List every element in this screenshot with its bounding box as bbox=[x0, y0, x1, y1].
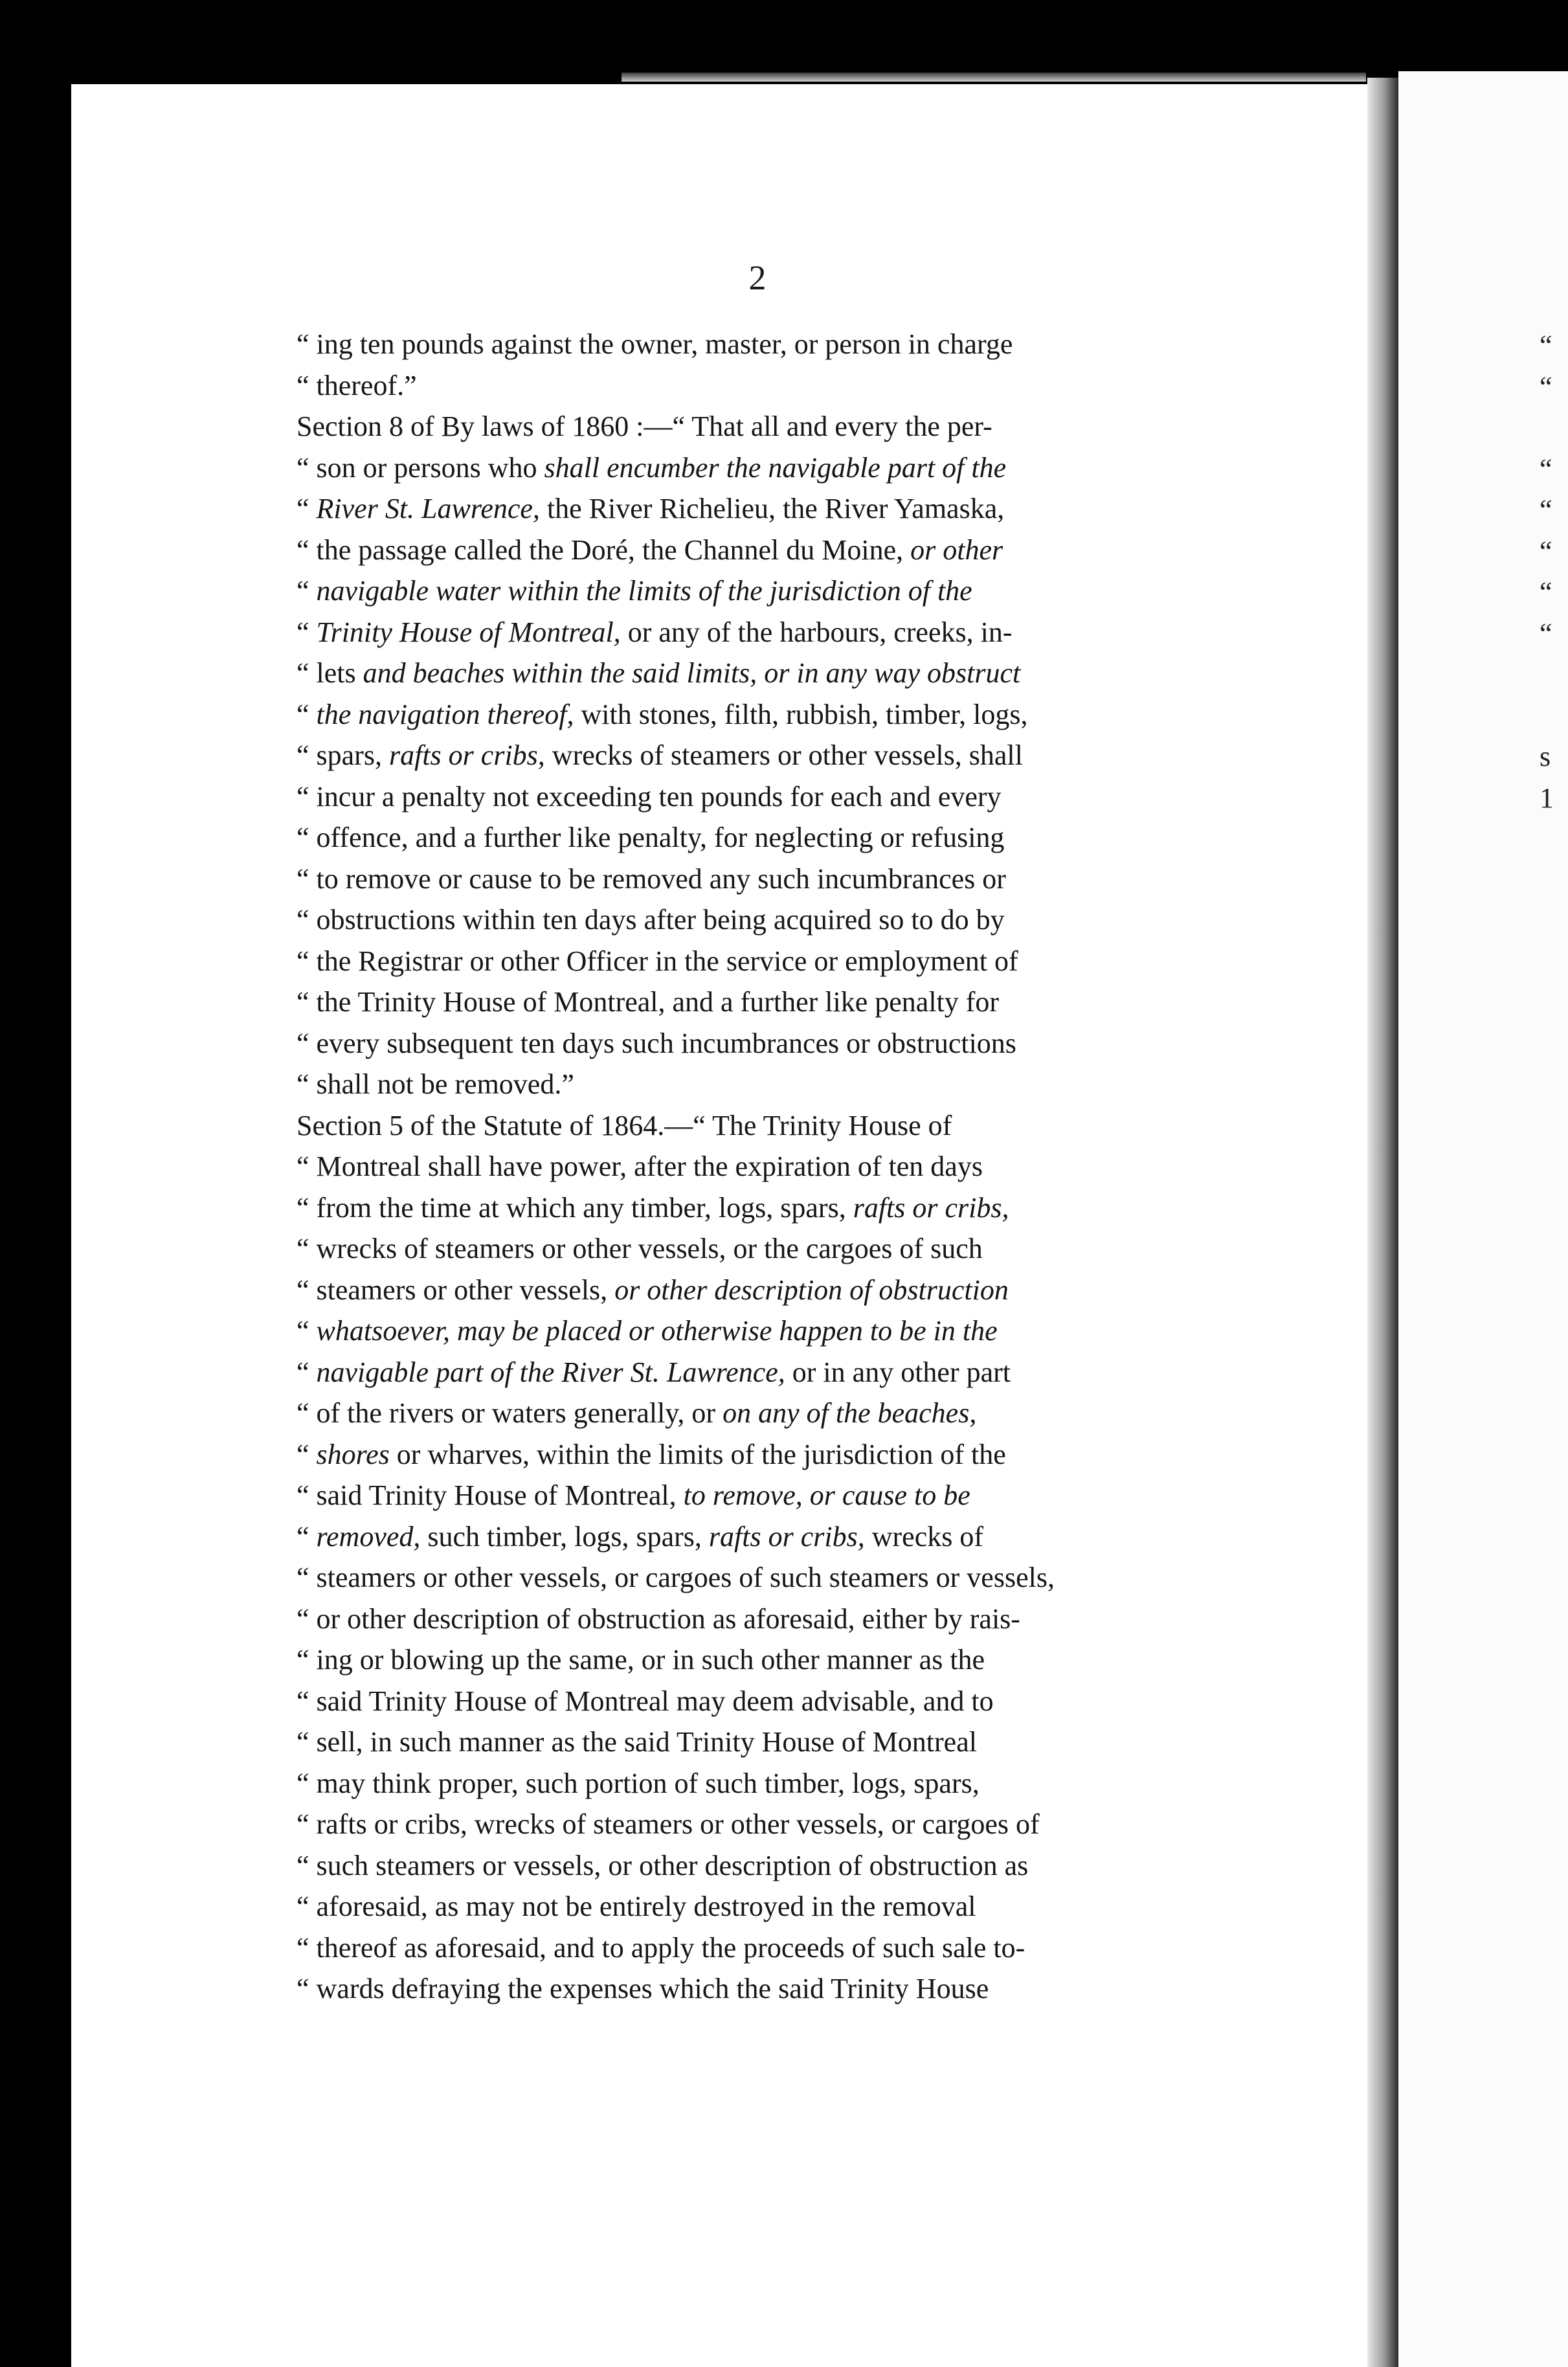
text-line bbox=[297, 1927, 1213, 1969]
right-page-fragment: “ bbox=[1540, 330, 1552, 361]
text-segment: “ lets bbox=[297, 657, 363, 689]
text-segment: “ from the time at which any timber, logs, spars, bbox=[297, 1191, 853, 1224]
text-segment: “ Montreal shall have power, after the expiration of ten days bbox=[297, 1150, 983, 1182]
italic-text: removed, bbox=[316, 1520, 421, 1553]
right-page-fragment: “ bbox=[1540, 453, 1552, 485]
text-line bbox=[297, 858, 1213, 900]
text-segment: “ to remove or cause to be removed any such incumbrances or bbox=[297, 862, 1006, 895]
right-page-fragment: “ bbox=[1540, 535, 1552, 567]
text-segment: “ spars, bbox=[297, 739, 389, 771]
right-page-fragment: “ bbox=[1540, 576, 1552, 608]
text-line bbox=[297, 1393, 1213, 1434]
text-segment: “ bbox=[297, 616, 317, 648]
text-segment: “ shall not be removed.” bbox=[297, 1068, 574, 1100]
text-segment: Section 8 of By laws of 1860 :—“ That all and every the per- bbox=[297, 410, 992, 442]
text-line bbox=[297, 1845, 1213, 1887]
text-segment: or wharves, within the limits of the jurisdiction of the bbox=[389, 1438, 1006, 1470]
text-segment: wrecks of steamers or other vessels, shall bbox=[544, 739, 1023, 771]
text-segment: “ bbox=[297, 1315, 317, 1347]
text-line bbox=[297, 1681, 1213, 1722]
text-line bbox=[297, 1599, 1213, 1640]
text-segment: “ sell, in such manner as the said Trinity House of Montreal bbox=[297, 1726, 977, 1758]
text-line bbox=[297, 982, 1213, 1023]
italic-text: navigable water within the limits of the jurisdiction of the bbox=[316, 575, 972, 607]
page-number: 2 bbox=[748, 258, 767, 297]
text-segment: “ bbox=[297, 1356, 317, 1388]
text-line bbox=[297, 1352, 1213, 1393]
italic-text: shall encumber the navigable part of the bbox=[544, 451, 1007, 484]
right-page-fragment: “ bbox=[1540, 370, 1552, 403]
page-top-edge bbox=[622, 73, 1366, 82]
text-segment: “ thereof as aforesaid, and to apply the proceeds of such sale to- bbox=[297, 1931, 1025, 1964]
text-segment: such timber, logs, spars, bbox=[420, 1520, 709, 1553]
text-line bbox=[297, 1187, 1213, 1229]
text-line bbox=[297, 1270, 1213, 1311]
text-segment: “ ing ten pounds against the owner, master, or person in charge bbox=[297, 328, 1013, 360]
text-segment: “ bbox=[297, 1438, 317, 1470]
text-line bbox=[297, 1310, 1213, 1352]
text-line bbox=[297, 365, 1213, 407]
text-line bbox=[297, 1763, 1213, 1804]
text-segment: with stones, filth, rubbish, timber, logs, bbox=[574, 698, 1028, 730]
right-page-fragment: 1 bbox=[1540, 781, 1554, 814]
text-segment: “ or other description of obstruction as aforesaid, either by rais- bbox=[297, 1602, 1020, 1635]
text-line bbox=[297, 1639, 1213, 1681]
italic-text: or other bbox=[910, 533, 1003, 566]
text-segment: “ bbox=[297, 575, 317, 607]
text-segment: “ aforesaid, as may not be entirely destroyed in the removal bbox=[297, 1890, 976, 1922]
text-segment: the River Richelieu, the River Yamaska, bbox=[539, 493, 1005, 524]
text-line bbox=[297, 694, 1213, 735]
text-segment: “ offence, and a further like penalty, for neglecting or refusing bbox=[297, 822, 1005, 853]
italic-text: whatsoever, may be placed or otherwise happen to be in the bbox=[316, 1315, 998, 1347]
text-line bbox=[297, 653, 1213, 694]
text-segment: “ may think proper, such portion of such timber, logs, spars, bbox=[297, 1767, 980, 1799]
right-page-fragment: “ bbox=[1540, 617, 1552, 649]
text-line bbox=[297, 735, 1213, 776]
text-line bbox=[297, 1105, 1213, 1147]
text-segment: “ the passage called the Doré, the Channel du Moine, bbox=[297, 533, 911, 566]
text-line bbox=[297, 941, 1213, 982]
text-line bbox=[297, 570, 1213, 612]
text-segment: “ the Trinity House of Montreal, and a further like penalty for bbox=[297, 986, 1000, 1018]
right-page-edge bbox=[1398, 71, 1568, 2367]
italic-text: and beaches within the said limits, or in any way obstruct bbox=[363, 657, 1021, 689]
text-line bbox=[297, 612, 1213, 653]
text-line bbox=[297, 1516, 1213, 1558]
text-segment: “ wards defraying the expenses which the said Trinity House bbox=[297, 1973, 989, 2004]
text-segment: “ said Trinity House of Montreal, bbox=[297, 1479, 684, 1511]
book-gutter bbox=[1367, 78, 1398, 2367]
text-segment: “ wrecks of steamers or other vessels, or the cargoes of such bbox=[297, 1233, 983, 1264]
text-line bbox=[297, 530, 1213, 571]
text-line bbox=[297, 899, 1213, 941]
text-line bbox=[297, 817, 1213, 858]
text-line bbox=[297, 447, 1213, 489]
text-segment: “ such steamers or vessels, or other description of obstruction as bbox=[297, 1849, 1029, 1881]
body-text bbox=[297, 324, 1213, 2010]
text-segment: “ bbox=[297, 1520, 317, 1553]
text-line bbox=[297, 1228, 1213, 1270]
italic-text: rafts or cribs, bbox=[388, 739, 545, 771]
text-line bbox=[297, 1804, 1213, 1845]
text-line bbox=[297, 1475, 1213, 1516]
italic-text: on any of the beaches, bbox=[722, 1397, 977, 1429]
text-segment: “ thereof.” bbox=[297, 369, 417, 401]
text-segment: “ steamers or other vessels, bbox=[297, 1273, 615, 1306]
text-segment: “ every subsequent ten days such incumbrances or obstructions bbox=[297, 1027, 1016, 1059]
right-page-fragment: s bbox=[1540, 741, 1551, 772]
text-line bbox=[297, 1146, 1213, 1187]
italic-text: or other description of obstruction bbox=[614, 1273, 1009, 1306]
text-segment: or in any other part bbox=[785, 1356, 1011, 1388]
text-segment: “ son or persons who bbox=[297, 451, 544, 484]
italic-text: rafts or cribs, bbox=[853, 1191, 1009, 1224]
text-line bbox=[297, 406, 1213, 447]
text-line bbox=[297, 488, 1213, 530]
text-line bbox=[297, 1886, 1213, 1927]
text-segment: “ bbox=[297, 698, 317, 730]
text-line bbox=[297, 1722, 1213, 1763]
text-line bbox=[297, 1557, 1213, 1599]
italic-text: the navigation thereof, bbox=[316, 698, 574, 730]
text-line bbox=[297, 324, 1213, 365]
text-segment: wrecks of bbox=[864, 1520, 984, 1553]
text-line bbox=[297, 1968, 1213, 2010]
right-page-fragment: “ bbox=[1540, 494, 1552, 526]
text-line bbox=[297, 1023, 1213, 1064]
text-line bbox=[297, 1064, 1213, 1105]
italic-text: Trinity House of Montreal, bbox=[316, 616, 621, 648]
text-segment: “ of the rivers or waters generally, or bbox=[297, 1397, 723, 1429]
text-segment: “ said Trinity House of Montreal may deem advisable, and to bbox=[297, 1685, 994, 1717]
italic-text: shores bbox=[316, 1438, 390, 1470]
text-segment: “ ing or blowing up the same, or in such other manner as the bbox=[297, 1644, 985, 1676]
italic-text: rafts or cribs, bbox=[708, 1520, 865, 1553]
text-segment: “ bbox=[297, 493, 317, 524]
text-line bbox=[297, 776, 1213, 818]
text-segment: Section 5 of the Statute of 1864.—“ The Trinity House of bbox=[297, 1109, 952, 1141]
text-line bbox=[297, 1434, 1213, 1475]
text-segment: “ steamers or other vessels, or cargoes of such steamers or vessels, bbox=[297, 1562, 1055, 1593]
text-segment: “ the Registrar or other Officer in the service or employment of bbox=[297, 945, 1018, 977]
italic-text: River St. Lawrence, bbox=[316, 493, 540, 524]
italic-text: to remove, or cause to be bbox=[683, 1479, 970, 1511]
text-segment: “ incur a penalty not exceeding ten pounds for each and every bbox=[297, 780, 1002, 813]
italic-text: navigable part of the River St. Lawrence, bbox=[316, 1356, 785, 1388]
text-segment: or any of the harbours, creeks, in- bbox=[620, 616, 1013, 648]
text-segment: “ rafts or cribs, wrecks of steamers or other vessels, or cargoes of bbox=[297, 1808, 1040, 1840]
text-segment: “ obstructions within ten days after being acquired so to do by bbox=[297, 904, 1005, 936]
